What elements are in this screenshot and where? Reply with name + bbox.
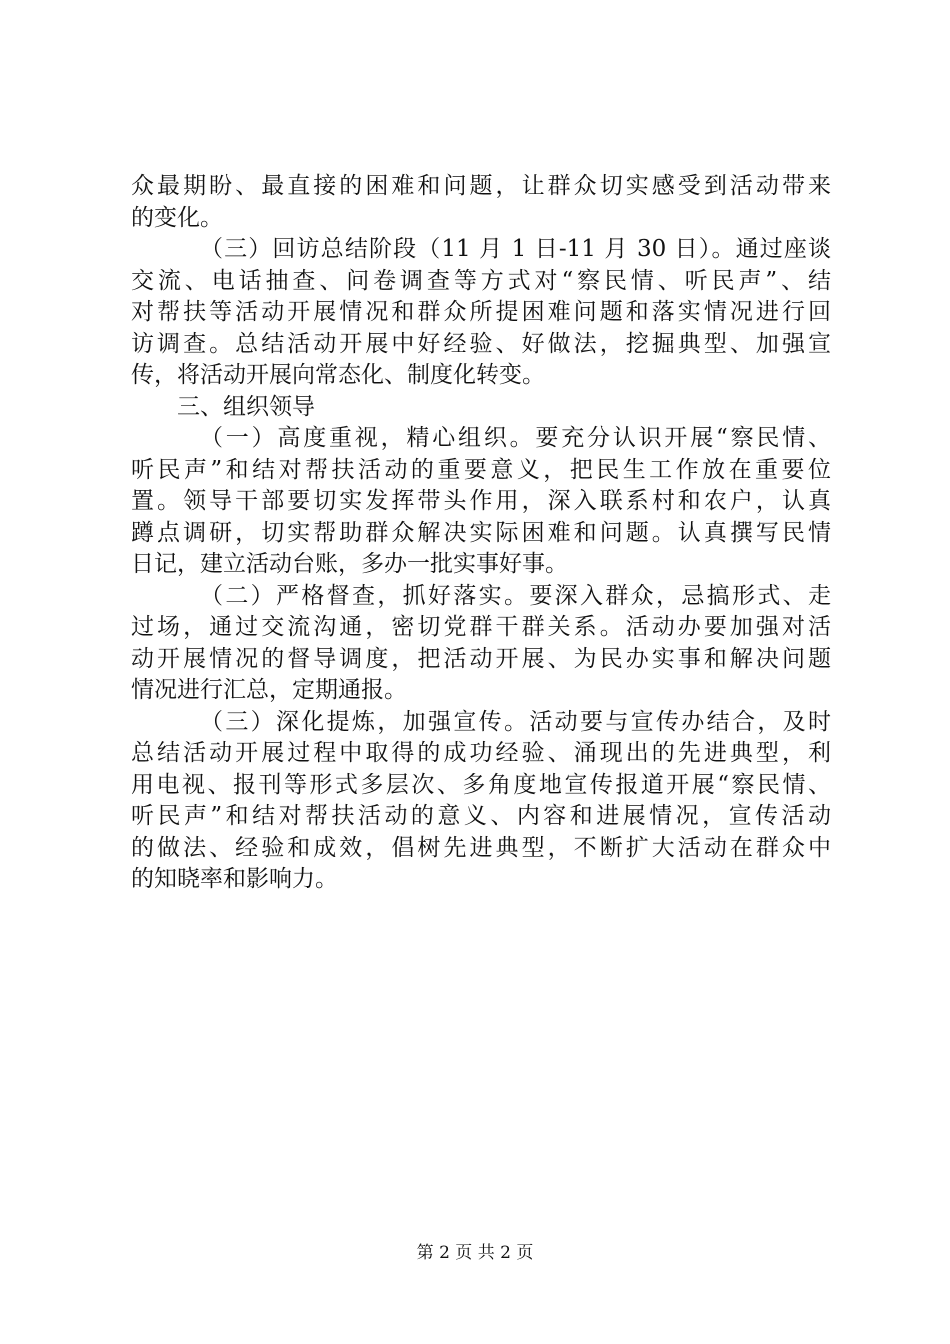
section-title: 三、组织领导	[177, 393, 315, 420]
text-line: 情况进行汇总，定期通报。	[131, 677, 407, 703]
text-line: 听民声”和结对帮扶活动的重要意义，把民生工作放在重要位	[131, 456, 831, 483]
text-line: 置。领导干部要切实发挥带头作用，深入联系村和农户，认真	[131, 488, 831, 514]
section-heading-line: （三）回访总结阶段（11 月 1 日-11 月 30 日）。通过座谈	[200, 236, 831, 262]
text-line: 过场，通过交流沟通，密切党群干群关系。活动办要加强对活	[131, 614, 831, 640]
text-line: 用电视、报刊等形式多层次、多角度地宣传报道开展“察民情、	[131, 771, 831, 798]
text-line: 交流、电话抽查、问卷调查等方式对“察民情、听民声”、结	[131, 267, 831, 294]
page-number-footer: 第 2 页 共 2 页	[416, 1243, 534, 1263]
section-heading-line: （二）严格督查，抓好落实。要深入群众，忌搞形式、走	[200, 582, 831, 609]
body-text	[131, 171, 831, 896]
text-line: 的变化。	[131, 204, 223, 231]
section-heading-line: （三）深化提炼，加强宣传。活动要与宣传办结合，及时	[200, 708, 831, 735]
text-line: 动开展情况的督导调度，把活动开展、为民办实事和解决问题	[131, 645, 831, 672]
section-heading-line: （一）高度重视，精心组织。要充分认识开展“察民情、	[200, 425, 831, 451]
text-line: 总结活动开展过程中取得的成功经验、涌现出的先进典型，利	[131, 740, 831, 766]
text-line: 听民声”和结对帮扶活动的意义、内容和进展情况，宣传活动	[131, 803, 831, 829]
text-line: 蹲点调研，切实帮助群众解决实际困难和问题。认真撰写民情	[131, 519, 831, 546]
text-line: 日记，建立活动台账，多办一批实事好事。	[131, 551, 568, 577]
text-line: 的知晓率和影响力。	[131, 866, 338, 892]
text-line: 的做法、经验和成效，倡树先进典型，不断扩大活动在群众中	[131, 834, 831, 861]
text-line: 众最期盼、最直接的困难和问题，让群众切实感受到活动带来	[131, 173, 831, 199]
text-line: 访调查。总结活动开展中好经验、好做法，挖掘典型、加强宣	[131, 330, 831, 357]
text-line: 传，将活动开展向常态化、制度化转变。	[131, 362, 545, 388]
text-line: 对帮扶等活动开展情况和群众所提困难问题和落实情况进行回	[131, 299, 831, 325]
